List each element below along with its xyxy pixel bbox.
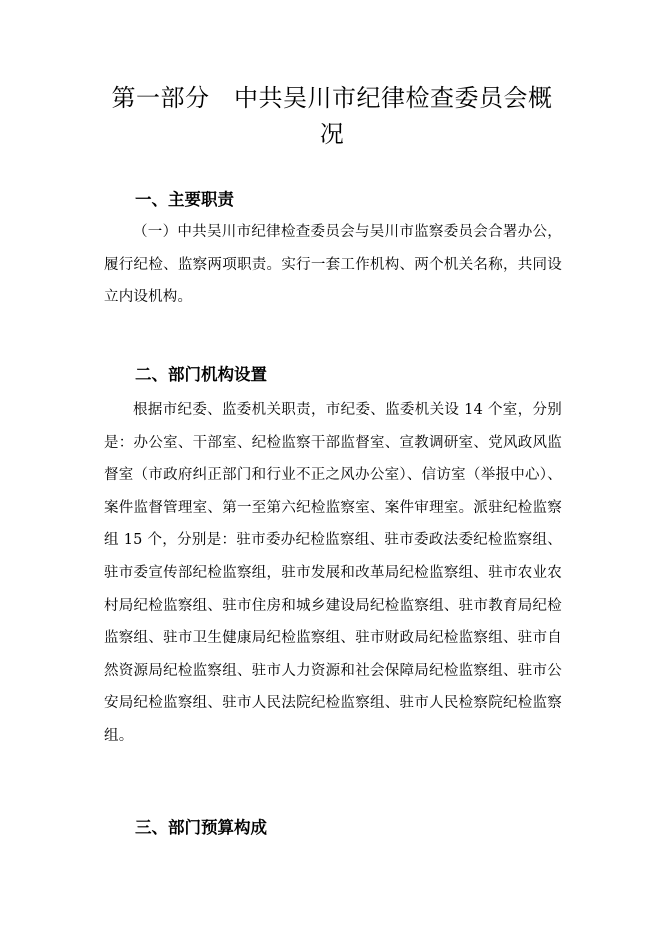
section-heading-budget: 三、部门预算构成 bbox=[135, 818, 267, 837]
section-heading-organization: 二、部门机构设置 bbox=[135, 365, 267, 384]
section-paragraph-organization: 根据市纪委、监委机关职责，市纪委、监委机关设 14 个室，分别是：办公室、干部室、纪检监察干部监督室、宣教调研室、党风政风监督室（市政府纠正部门和行业不正之风办公室）、信访室（举报中心）、案件监督管理室、第一至第六纪检监察室、案件审理室。派驻纪检监察组 15 个，分别是：驻市委办纪检监察组、驻市委政法委纪检监察组、驻市委宣传部纪检监察组，驻市发展和改革局纪检监察组、驻市农业农村局纪检监察组、驻市住房和城乡建设局纪检监察组、驻市教育局纪检监察组、驻市卫生健康局纪检监察组、驻市财政局纪检监察组、驻市自然资源局纪检监察组、驻市人力资源和社会保障局纪检监察组、驻市公安局纪检监察组、驻市人民法院纪检监察组、驻市人民检察院纪检监察组。 bbox=[104, 402, 562, 744]
section-paragraph-duties: （一）中共吴川市纪律检查委员会与吴川市监察委员会合署办公，履行纪检、监察两项职责。实行一套工作机构、两个机关名称，共同设立内设机构。 bbox=[104, 224, 562, 306]
page-title: 第一部分 中共吴川市纪律检查委员会概况 bbox=[111, 84, 553, 148]
section-heading-duties: 一、主要职责 bbox=[135, 190, 234, 209]
